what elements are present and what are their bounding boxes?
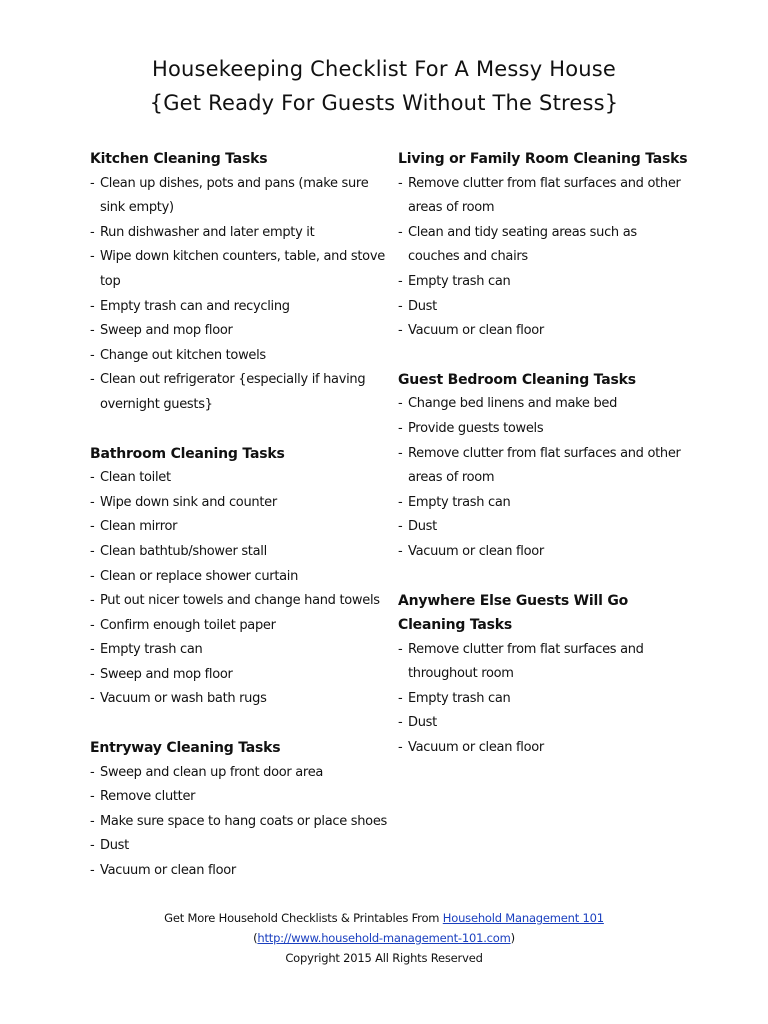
task-text: Make sure space to hang coats or place shoes <box>100 813 388 829</box>
task-text: Wipe down kitchen counters, table, and stove top <box>100 249 385 289</box>
website-url-link[interactable]: http://www.household-management-101.com <box>257 931 511 945</box>
task-text: Vacuum or clean floor <box>408 543 544 559</box>
task-item <box>90 785 390 810</box>
task-item <box>90 859 390 884</box>
task-item <box>398 711 688 736</box>
living-room-section <box>398 147 688 344</box>
task-text: Remove clutter from flat surfaces and throughout room <box>408 641 644 682</box>
bullet-dash: - <box>398 543 403 559</box>
footer-promo-text: Get More Household Checklists & Printables From <box>164 911 440 925</box>
task-item <box>90 761 390 786</box>
task-text: Empty trash can <box>100 642 203 658</box>
url-close-paren: ) <box>510 931 515 945</box>
bullet-dash: - <box>398 298 403 314</box>
task-text: Sweep and mop floor <box>100 323 233 339</box>
bullet-dash: - <box>90 519 95 535</box>
task-text: Remove clutter from flat surfaces and other areas of room <box>408 175 681 216</box>
task-text: Dust <box>100 838 129 854</box>
bullet-dash: - <box>90 863 95 879</box>
bullet-dash: - <box>398 224 403 240</box>
task-text: Run dishwasher and later empty it <box>100 224 315 240</box>
left-column <box>90 147 390 908</box>
task-item <box>398 540 688 565</box>
living-room-heading: Living or Family Room Cleaning Tasks <box>398 151 688 167</box>
task-item <box>90 491 390 516</box>
task-item <box>90 295 390 320</box>
url-open-paren: ( <box>253 931 258 945</box>
bullet-dash: - <box>398 445 403 461</box>
bullet-dash: - <box>398 641 403 657</box>
bullet-dash: - <box>398 494 403 510</box>
bathroom-task-list <box>90 466 390 712</box>
bullet-dash: - <box>398 690 403 706</box>
task-item <box>398 687 688 712</box>
task-item <box>90 565 390 590</box>
bullet-dash: - <box>90 224 95 240</box>
task-text: Dust <box>408 519 437 535</box>
entryway-heading: Entryway Cleaning Tasks <box>90 740 281 757</box>
guest-bedroom-task-list <box>398 392 688 564</box>
household-management-link[interactable]: Household Management 101 <box>442 911 604 925</box>
entryway-section <box>90 736 390 884</box>
footer-url-line <box>0 928 768 948</box>
task-item <box>90 319 390 344</box>
task-item <box>398 638 688 687</box>
bullet-dash: - <box>398 740 403 756</box>
task-item <box>398 442 688 491</box>
task-item <box>90 221 390 246</box>
anywhere-else-section <box>398 589 688 761</box>
bullet-dash: - <box>398 519 403 535</box>
task-text: Clean toilet <box>100 470 171 486</box>
task-text: Sweep and clean up front door area <box>100 764 324 780</box>
task-item <box>398 491 688 516</box>
bathroom-heading: Bathroom Cleaning Tasks <box>90 445 285 462</box>
task-item <box>90 466 390 491</box>
bullet-dash: - <box>398 175 403 191</box>
bullet-dash: - <box>90 494 95 510</box>
copyright-text: Copyright 2015 All Rights Reserved <box>285 951 483 965</box>
task-item <box>398 392 688 417</box>
task-item <box>398 295 688 320</box>
bullet-dash: - <box>90 249 95 265</box>
task-item <box>90 638 390 663</box>
bullet-dash: - <box>398 420 403 436</box>
kitchen-heading: Kitchen Cleaning Tasks <box>90 151 268 167</box>
bullet-dash: - <box>90 666 95 682</box>
task-item <box>90 245 390 294</box>
bullet-dash: - <box>398 273 403 289</box>
task-item <box>90 368 390 417</box>
task-text: Clean mirror <box>100 519 178 535</box>
bullet-dash: - <box>90 347 95 363</box>
task-item <box>90 810 390 835</box>
task-text: Empty trash can <box>408 494 511 510</box>
bullet-dash: - <box>90 838 95 854</box>
bullet-dash: - <box>90 323 95 339</box>
bullet-dash: - <box>90 593 95 609</box>
kitchen-task-list <box>90 172 390 418</box>
task-text: Vacuum or wash bath rugs <box>100 691 267 707</box>
task-item <box>90 589 390 614</box>
task-text: Vacuum or clean floor <box>408 323 544 339</box>
task-text: Change bed linens and make bed <box>408 396 618 412</box>
task-item <box>398 417 688 442</box>
bullet-dash: - <box>90 372 95 388</box>
bullet-dash: - <box>90 642 95 658</box>
task-text: Vacuum or clean floor <box>408 740 544 756</box>
task-text: Wipe down sink and counter <box>100 494 277 510</box>
bathroom-section <box>90 442 390 713</box>
task-text: Empty trash can and recycling <box>100 298 290 314</box>
bullet-dash: - <box>90 543 95 559</box>
task-item <box>90 614 390 639</box>
task-item <box>90 172 390 221</box>
task-text: Change out kitchen towels <box>100 347 266 363</box>
task-text: Remove clutter <box>100 789 196 805</box>
bullet-dash: - <box>90 789 95 805</box>
task-text: Provide guests towels <box>408 420 544 436</box>
bullet-dash: - <box>90 298 95 314</box>
page-footer <box>0 908 768 968</box>
anywhere-else-heading: Anywhere Else Guests Will Go Cleaning Tasks <box>398 592 629 634</box>
task-item <box>398 221 688 270</box>
footer-promo-line <box>0 908 768 928</box>
task-item <box>90 515 390 540</box>
task-item <box>90 687 390 712</box>
task-text: Sweep and mop floor <box>100 666 233 682</box>
task-item <box>90 540 390 565</box>
page-title <box>0 52 768 120</box>
task-text: Dust <box>408 298 437 314</box>
bullet-dash: - <box>398 323 403 339</box>
task-text: Put out nicer towels and change hand towels <box>100 593 380 609</box>
task-item <box>90 834 390 859</box>
bullet-dash: - <box>90 691 95 707</box>
task-item <box>398 736 688 761</box>
task-text: Clean up dishes, pots and pans (make sure sink empty) <box>100 175 369 216</box>
title-line-2: {Get Ready For Guests Without The Stress} <box>149 91 619 115</box>
task-item <box>398 172 688 221</box>
kitchen-section <box>90 147 390 418</box>
living-room-task-list <box>398 172 688 344</box>
task-text: Vacuum or clean floor <box>100 863 236 879</box>
task-item <box>398 319 688 344</box>
task-item <box>90 344 390 369</box>
bullet-dash: - <box>90 470 95 486</box>
task-text: Empty trash can <box>408 690 511 706</box>
title-line-1: Housekeeping Checklist For A Messy House <box>151 57 617 81</box>
task-item <box>398 270 688 295</box>
task-item <box>398 515 688 540</box>
task-text: Confirm enough toilet paper <box>100 617 276 633</box>
bullet-dash: - <box>398 715 403 731</box>
task-text: Clean or replace shower curtain <box>100 568 299 584</box>
bullet-dash: - <box>90 568 95 584</box>
guest-bedroom-heading: Guest Bedroom Cleaning Tasks <box>398 371 636 388</box>
bullet-dash: - <box>90 175 95 191</box>
task-text: Clean and tidy seating areas such as couches and chairs <box>408 224 637 265</box>
task-item <box>90 663 390 688</box>
task-text: Remove clutter from flat surfaces and other areas of room <box>408 445 681 486</box>
task-text: Dust <box>408 715 437 731</box>
task-text: Clean bathtub/shower stall <box>100 543 267 559</box>
anywhere-else-task-list <box>398 638 688 761</box>
bullet-dash: - <box>90 813 95 829</box>
entryway-task-list <box>90 761 390 884</box>
guest-bedroom-section <box>398 368 688 565</box>
right-column <box>398 147 688 785</box>
task-text: Clean out refrigerator {especially if having overnight guests} <box>100 372 366 412</box>
task-text: Empty trash can <box>408 273 511 289</box>
bullet-dash: - <box>90 617 95 633</box>
bullet-dash: - <box>398 396 403 412</box>
bullet-dash: - <box>90 764 95 780</box>
